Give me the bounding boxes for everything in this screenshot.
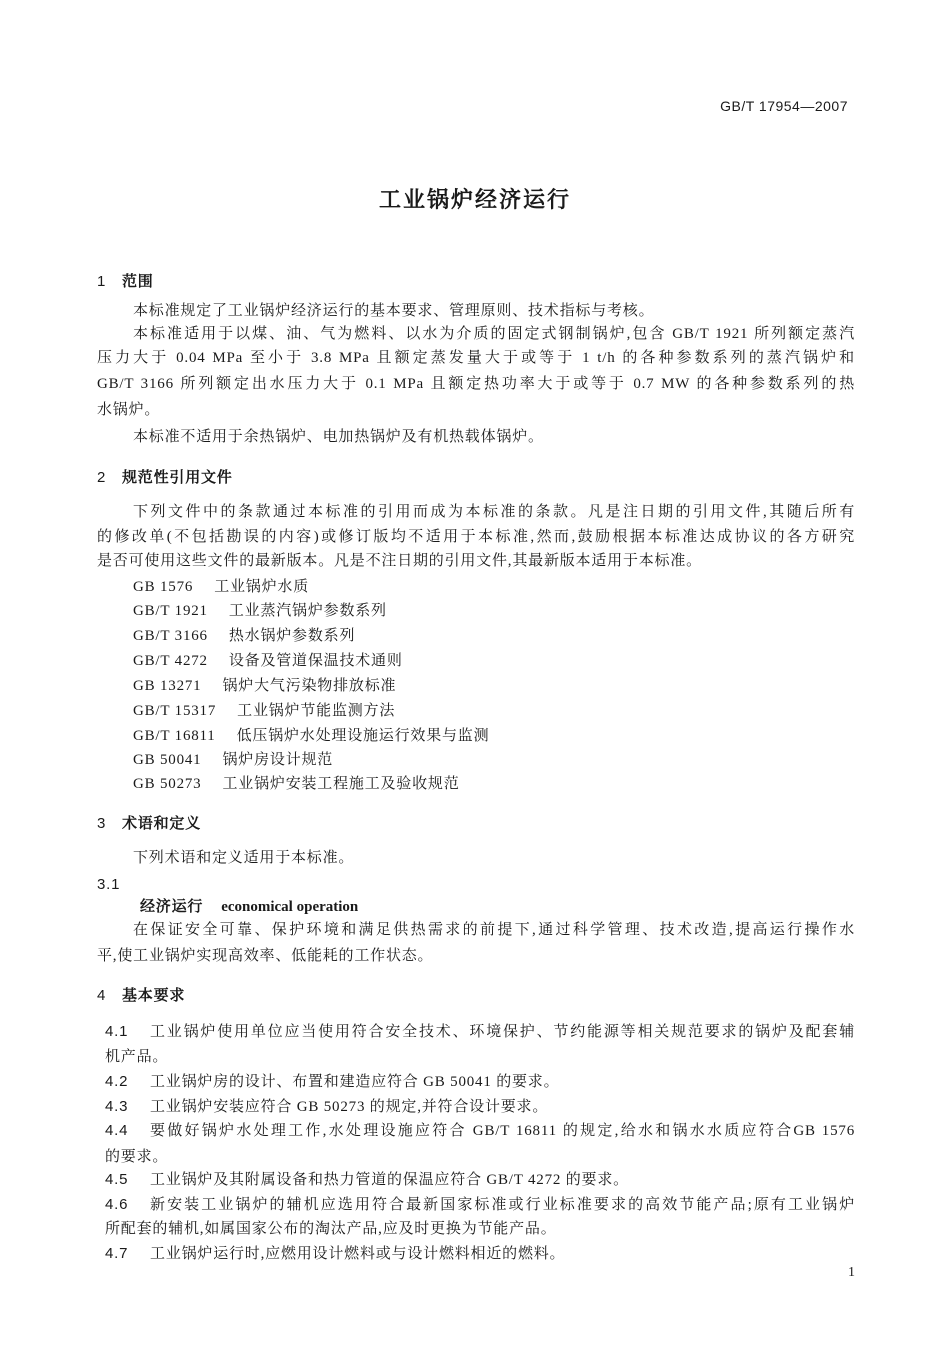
clause-4-7 xyxy=(105,1243,855,1265)
term-number: 3.1 xyxy=(97,876,121,893)
reference-item xyxy=(133,749,333,771)
section-title: 规范性引用文件 xyxy=(122,470,233,486)
paragraph-line: 下列术语和定义适用于本标准。 xyxy=(133,850,355,866)
clause-text: 工业锅炉安装应符合 GB 50273 的规定,并符合设计要求。 xyxy=(150,1099,549,1115)
term-english: economical operation xyxy=(221,899,359,915)
clause-4-3 xyxy=(105,1096,855,1118)
reference-item xyxy=(133,725,489,747)
clause-number: 4.3 xyxy=(105,1098,129,1115)
reference-item xyxy=(133,650,403,672)
reference-title: 锅炉房设计规范 xyxy=(222,752,334,768)
clause-continuation: 的要求。 xyxy=(105,1149,169,1165)
reference-item xyxy=(133,625,355,647)
reference-title: 锅炉大气污染物排放标准 xyxy=(222,678,397,694)
paragraph-line: 水锅炉。 xyxy=(97,402,161,418)
reference-item xyxy=(133,600,387,622)
paragraph-line: 本标准适用于以煤、油、气为燃料、以水为介质的固定式钢制锅炉,包含 GB/T 1921 所列额定蒸汽 xyxy=(133,326,855,342)
clause-number: 4.4 xyxy=(105,1122,129,1139)
clause-text: 新安装工业锅炉的辅机应选用符合最新国家标准或行业标准要求的高效节能产品;原有工业锅炉 xyxy=(150,1197,855,1213)
reference-item xyxy=(133,700,395,722)
clause-4-1 xyxy=(105,1021,855,1043)
section-3-heading xyxy=(97,813,201,835)
paragraph-line: 本标准规定了工业锅炉经济运行的基本要求、管理原则、技术指标与考核。 xyxy=(133,303,655,319)
clause-number: 4.2 xyxy=(105,1073,129,1090)
term-chinese: 经济运行 xyxy=(140,899,204,915)
definition-line: 在保证安全可靠、保护环境和满足供热需求的前提下,通过科学管理、技术改造,提高运行操作水 xyxy=(133,922,855,938)
section-number: 2 xyxy=(97,469,107,486)
section-4-heading xyxy=(97,985,185,1007)
reference-title: 工业锅炉节能监测方法 xyxy=(237,703,396,719)
section-title: 范围 xyxy=(122,274,154,290)
definition-line: 平,使工业锅炉实现高效率、低能耗的工作状态。 xyxy=(97,948,434,964)
standard-code: GB/T 17954—2007 xyxy=(720,98,848,114)
clause-text: 工业锅炉房的设计、布置和建造应符合 GB 50041 的要求。 xyxy=(150,1074,560,1090)
term-entry xyxy=(140,896,358,918)
section-number: 3 xyxy=(97,815,107,832)
reference-title: 热水锅炉参数系列 xyxy=(228,628,356,644)
clause-text: 工业锅炉及其附属设备和热力管道的保温应符合 GB/T 4272 的要求。 xyxy=(150,1172,629,1188)
section-1-heading xyxy=(97,271,154,293)
paragraph-line: 是否可使用这些文件的最新版本。凡是不注日期的引用文件,其最新版本适用于本标准。 xyxy=(97,553,702,569)
reference-item xyxy=(133,773,460,795)
section-number: 4 xyxy=(97,987,107,1004)
reference-code: GB 50273 xyxy=(133,776,202,792)
clause-text: 工业锅炉运行时,应燃用设计燃料或与设计燃料相近的燃料。 xyxy=(150,1246,566,1262)
paragraph-line: 的修改单(不包括勘误的内容)或修订版均不适用于本标准,然而,鼓励根据本标准达成协议的各方研究 xyxy=(97,529,855,545)
document-title: 工业锅炉经济运行 xyxy=(378,187,571,212)
reference-title: 工业锅炉安装工程施工及验收规范 xyxy=(222,776,460,792)
reference-code: GB/T 15317 xyxy=(133,703,217,719)
clause-continuation: 机产品。 xyxy=(105,1049,169,1065)
clause-text: 要做好锅炉水处理工作,水处理设施应符合 GB/T 16811 的规定,给水和锅水水质应符合GB 1576 xyxy=(150,1123,855,1139)
reference-item xyxy=(133,675,396,697)
clause-number: 4.7 xyxy=(105,1245,129,1262)
reference-title: 低压锅炉水处理设施运行效果与监测 xyxy=(236,728,490,744)
clause-4-4 xyxy=(105,1120,855,1142)
clause-number: 4.5 xyxy=(105,1171,129,1188)
clause-4-2 xyxy=(105,1071,855,1093)
reference-code: GB 13271 xyxy=(133,678,202,694)
reference-code: GB/T 3166 xyxy=(133,628,208,644)
reference-code: GB/T 1921 xyxy=(133,603,208,619)
paragraph-line: 下列文件中的条款通过本标准的引用而成为本标准的条款。凡是注日期的引用文件,其随后所有 xyxy=(133,504,855,520)
paragraph-line: 本标准不适用于余热锅炉、电加热锅炉及有机热载体锅炉。 xyxy=(133,429,544,445)
paragraph-line: 压力大于 0.04 MPa 至小于 3.8 MPa 且额定蒸发量大于或等于 1 t/h 的各种参数系列的蒸汽锅炉和 xyxy=(97,350,855,366)
section-title: 基本要求 xyxy=(122,988,186,1004)
section-title: 术语和定义 xyxy=(122,816,202,832)
reference-title: 工业蒸汽锅炉参数系列 xyxy=(228,603,387,619)
clause-number: 4.1 xyxy=(105,1023,129,1040)
page-number: 1 xyxy=(848,1265,855,1280)
section-2-heading xyxy=(97,467,233,489)
clause-4-5 xyxy=(105,1169,855,1191)
reference-code: GB/T 16811 xyxy=(133,728,216,744)
reference-item xyxy=(133,576,309,598)
reference-title: 设备及管道保温技术通则 xyxy=(228,653,403,669)
paragraph-line: GB/T 3166 所列额定出水压力大于 0.1 MPa 且额定热功率大于或等于 0.7 MW 的各种参数系列的热 xyxy=(97,376,855,392)
reference-code: GB 1576 xyxy=(133,579,194,595)
clause-continuation: 所配套的辅机,如属国家公布的淘汰产品,应及时更换为节能产品。 xyxy=(105,1221,557,1237)
clause-4-6 xyxy=(105,1194,855,1216)
reference-title: 工业锅炉水质 xyxy=(214,579,309,595)
reference-code: GB/T 4272 xyxy=(133,653,208,669)
section-number: 1 xyxy=(97,273,107,290)
clause-text: 工业锅炉使用单位应当使用符合安全技术、环境保护、节约能源等相关规范要求的锅炉及配套辅 xyxy=(150,1024,855,1040)
reference-code: GB 50041 xyxy=(133,752,202,768)
clause-number: 4.6 xyxy=(105,1196,129,1213)
